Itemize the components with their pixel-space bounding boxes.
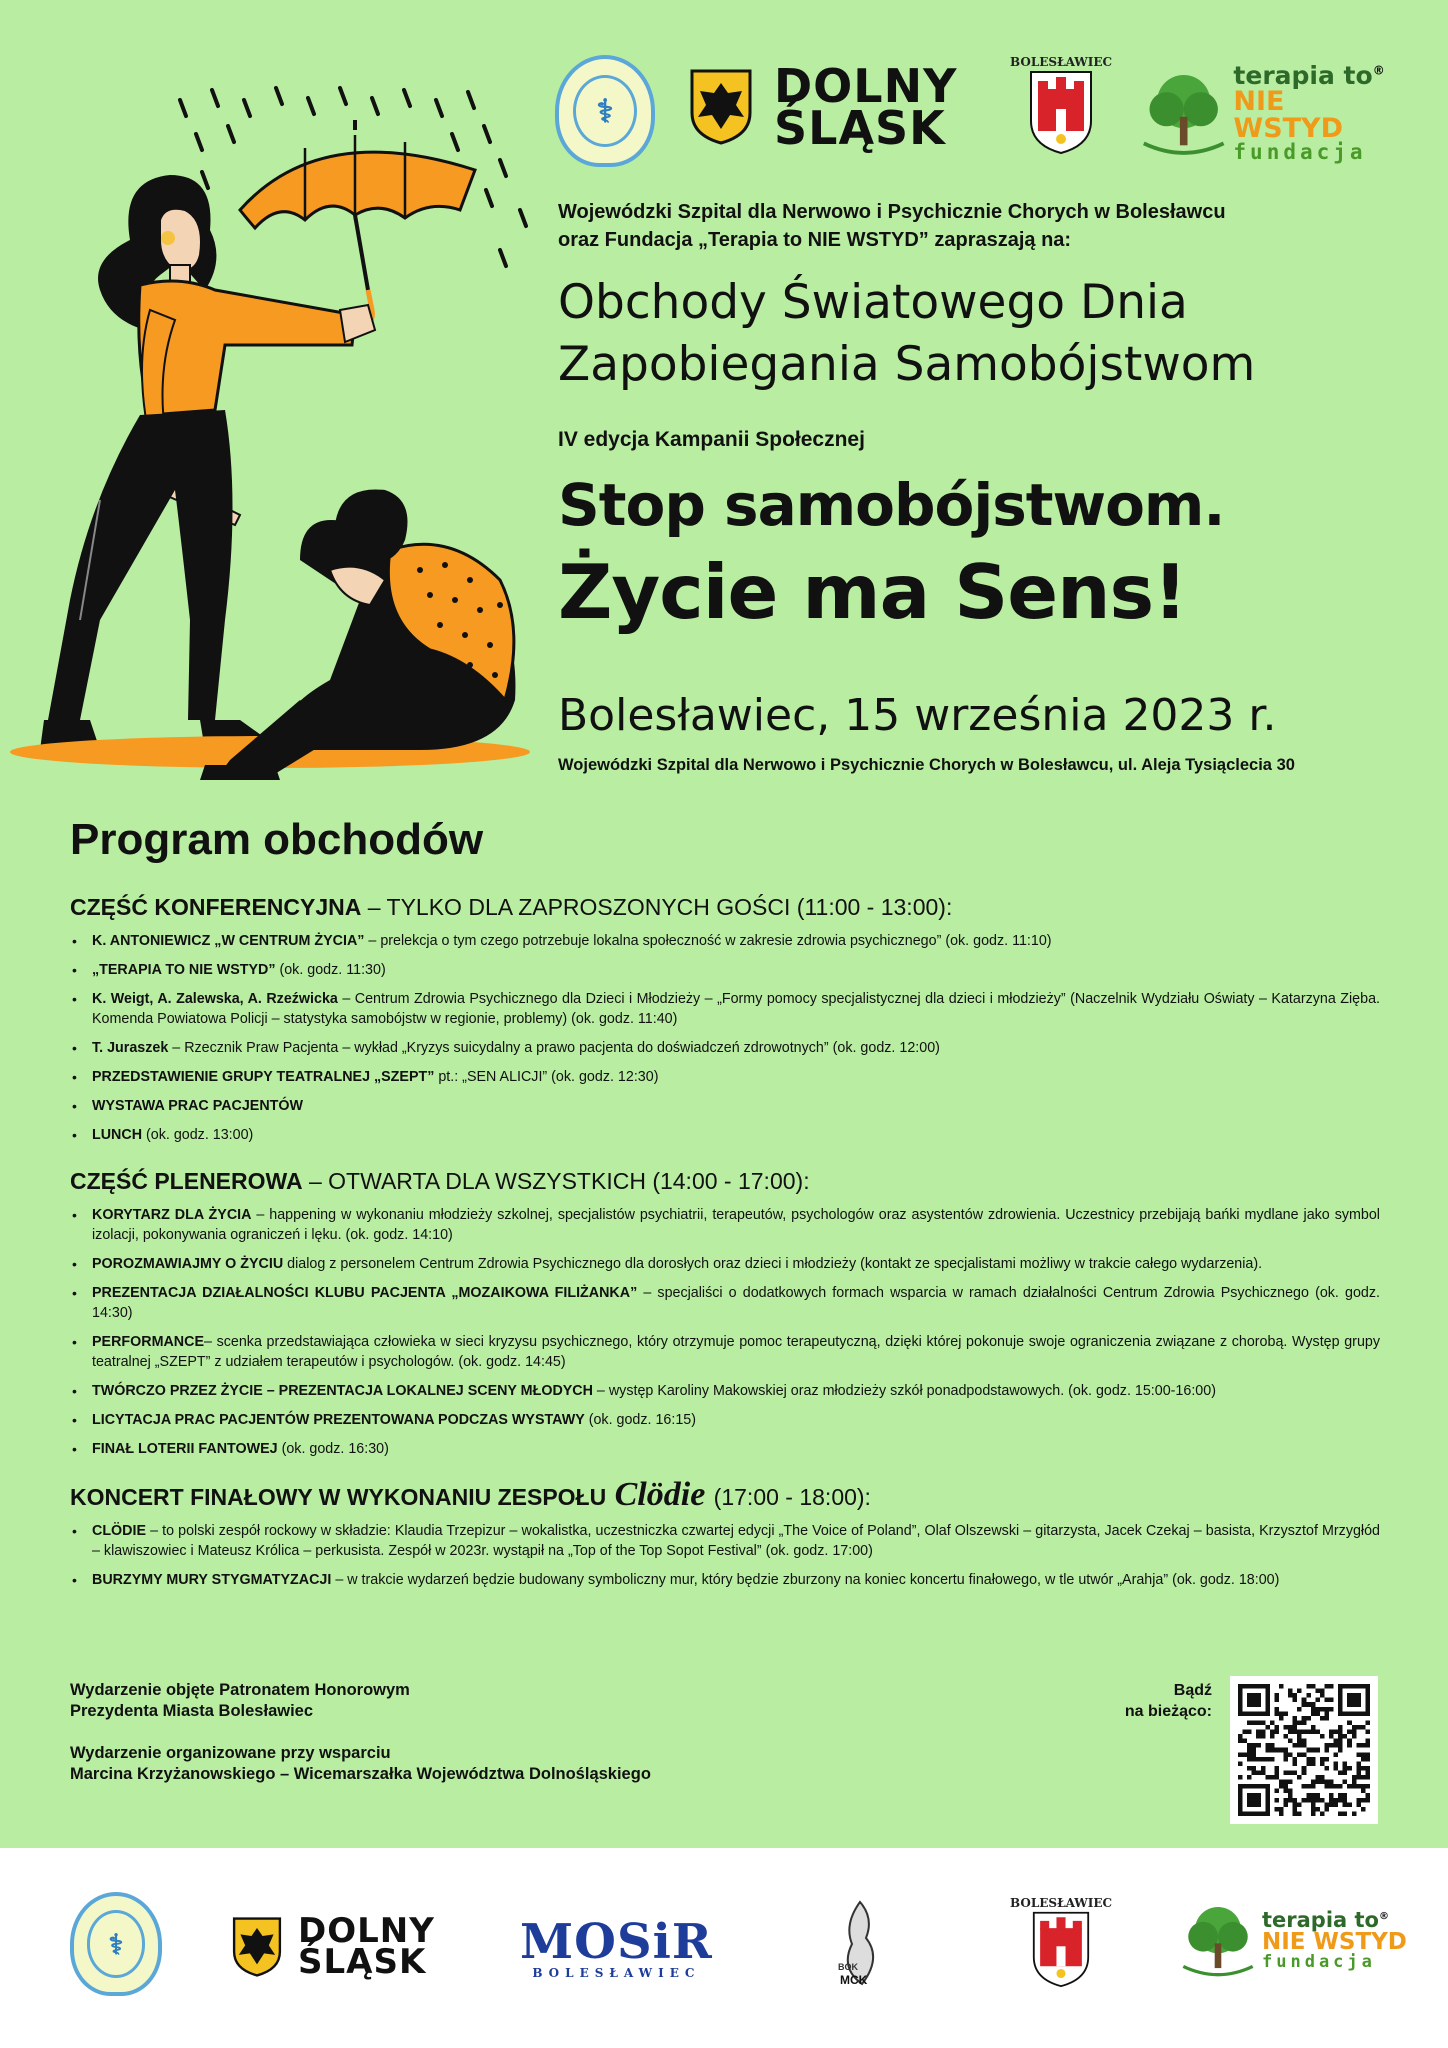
item-text: – prelekcja o tym czego potrzebuje lokalna społeczność w zakresie zdrowia psychicznego” (ok. godz. 11:10)	[364, 933, 1052, 949]
footer-terapia-text: terapia to	[1262, 1907, 1379, 1932]
mosir-subtitle: BOLESŁAWIEC	[532, 1966, 701, 1980]
item-heading: PERFORMANCE	[92, 1334, 204, 1350]
organizers-text	[558, 198, 1388, 254]
support-line-2: Marcina Krzyżanowskiego – Wicemarszałka Województwa Dolnośląskiego	[70, 1765, 651, 1783]
terapia-fundacja-logo	[1140, 63, 1395, 163]
footer-boleslawiec-caption: BOLESŁAWIEC	[1010, 1896, 1113, 1910]
list-item	[70, 1096, 1380, 1116]
concert-items	[70, 1521, 1380, 1590]
item-heading: LUNCH	[92, 1127, 143, 1143]
list-item	[70, 989, 1380, 1029]
organizers-line-1: Wojewódzki Szpital dla Nerwowo i Psychicznie Chorych w Bolesławcu	[558, 201, 1226, 223]
conference-section-heading	[70, 893, 1380, 921]
item-text: – Centrum Zdrowia Psychicznego dla Dzieci i Młodzieży – „Formy pomocy specjalistycznej dla dzieci i młodzieży” (Naczelnik Wydziału Oświaty – Katarzyna Zięba. Komenda Powiatowa Policji – statystyka samobójstw w regionie, problemy) (ok. godz. 11:40)	[92, 991, 1380, 1027]
caduceus-icon: ⚕	[573, 75, 637, 148]
slask-text: ŚLĄSK	[774, 101, 946, 156]
list-item	[70, 931, 1380, 951]
item-text: – happening w wykonaniu młodzieży szkolnej, specjalistów psychiatrii, terapeutów, psychologów oraz asystentów zdrowienia. Uczestnicy przebijają bańki mydlane jako symbol izolacji, pokonywania ograniczeń i lęku. (ok. godz. 14:10)	[92, 1207, 1380, 1243]
conference-heading-rest: – TYLKO DLA ZAPROSZONYCH GOŚCI (11:00 - 13:00):	[361, 894, 953, 920]
item-heading: K. ANTONIEWICZ „W CENTRUM ŻYCIA”	[92, 933, 365, 949]
item-text: pt.: „SEN ALICJI” (ok. godz. 12:30)	[434, 1069, 659, 1085]
dolny-slask-logo	[690, 59, 958, 156]
list-item	[70, 1067, 1380, 1087]
item-text: – Rzecznik Praw Pacjenta – wykład „Kryzys suicydalny a prawo pacjenta do doświadczeń zdrowotnych” (ok. godz. 12:00)	[168, 1040, 940, 1056]
organizers-line-2: oraz Fundacja „Terapia to NIE WSTYD” zapraszają na:	[558, 229, 1072, 251]
footer-dolny-slask-logo	[232, 1911, 435, 1983]
boleslawiec-caption: BOLESŁAWIEC	[1010, 55, 1113, 69]
conference-heading-bold: CZĘŚĆ KONFERENCYJNA	[70, 894, 362, 920]
list-item	[70, 960, 1380, 980]
slogan-line-1: Stop samobójstwom.	[558, 471, 1225, 539]
conference-items	[70, 931, 1380, 1145]
list-item	[70, 1205, 1380, 1245]
qr-code[interactable]	[1230, 1676, 1378, 1824]
item-heading: PREZENTACJA DZIAŁALNOŚCI KLUBU PACJENTA „MOZAIKOWA FILIŻANKA”	[92, 1285, 638, 1301]
list-item	[70, 1381, 1380, 1401]
venue-address: Wojewódzki Szpital dla Nerwowo i Psychicznie Chorych w Bolesławcu, ul. Aleja Tysiąclecia 30	[558, 756, 1295, 774]
hospital-seal-logo	[555, 55, 655, 167]
item-text: (ok. godz. 11:30)	[275, 962, 386, 978]
item-text: (ok. godz. 13:00)	[142, 1127, 254, 1143]
item-heading: BURZYMY MURY STYGMATYZACJI	[92, 1572, 332, 1588]
list-item	[70, 1410, 1380, 1430]
slogan-line-2: Życie ma Sens!	[558, 548, 1187, 636]
castle-crest-icon	[1028, 69, 1094, 155]
band-name: Clödie	[614, 1476, 706, 1513]
footer-caduceus-icon: ⚕	[87, 1910, 146, 1977]
outdoor-heading-rest: – OTWARTA DLA WSZYSTKICH (14:00 - 17:00):	[302, 1168, 810, 1194]
qr-code-icon	[1238, 1684, 1370, 1816]
item-heading: K. Weigt, A. Zalewska, A. Rzeźwicka	[92, 991, 338, 1007]
list-item	[70, 1332, 1380, 1372]
outdoor-section-heading	[70, 1167, 1380, 1195]
item-text: – to polski zespół rockowy w składzie: Klaudia Trzepizur – wokalistka, uczestniczka czwartej edycji „The Voice of Poland”, Olaf Olszewski – gitarzysta, Jacek Czekaj – basista, Krzysztof Mrzygłód – klawiszowiec i Mateusz Królica – perkusista. Zespół w 2023r. wystąpił na „Top of the Top Sopot Festival” (ok. godz. 17:00)	[92, 1523, 1380, 1559]
eagle-crest-icon	[690, 69, 752, 145]
support-line-1: Wydarzenie organizowane przy wsparciu	[70, 1744, 391, 1762]
vase-icon	[830, 1898, 890, 1988]
item-heading: PRZEDSTAWIENIE GRUPY TEATRALNEJ „SZEPT”	[92, 1069, 435, 1085]
program-title: Program obchodów	[70, 815, 484, 864]
list-item	[70, 1521, 1380, 1561]
honorary-patronage	[70, 1680, 410, 1722]
item-heading: KORYTARZ DLA ŻYCIA	[92, 1207, 252, 1223]
boleslawiec-crest-logo	[1010, 55, 1112, 155]
stay-updated	[1050, 1680, 1212, 1722]
tree-icon	[1140, 65, 1227, 161]
event-title	[558, 272, 1418, 396]
item-heading: „TERAPIA TO NIE WSTYD”	[92, 962, 276, 978]
footer-dolny-text: DOLNY	[298, 1911, 435, 1951]
item-text: (ok. godz. 16:30)	[277, 1441, 389, 1457]
nie-wstyd-text: NIE WSTYD	[1233, 86, 1344, 144]
terapia-text: terapia to	[1233, 61, 1373, 90]
list-item	[70, 1254, 1380, 1274]
concert-heading-bold: KONCERT FINAŁOWY W WYKONANIU ZESPOŁU	[70, 1484, 607, 1510]
list-item	[70, 1125, 1380, 1145]
item-text: – specjaliści o dodatkowych formach wsparcia w ramach działalności Centrum Zdrowia Psychicznego (ok. godz. 14:30)	[92, 1285, 1380, 1321]
footer-tree-icon	[1180, 1900, 1256, 1980]
patron-line-2: Prezydenta Miasta Bolesławiec	[70, 1702, 314, 1720]
mosir-text: MOSiR	[520, 1914, 713, 1970]
dolny-text: DOLNY	[774, 59, 958, 113]
campaign-slogan	[558, 466, 1438, 640]
footer-registered-mark: ®	[1379, 1910, 1389, 1922]
bok-text: BOK	[838, 1962, 858, 1972]
item-text: (ok. godz. 16:15)	[584, 1412, 696, 1428]
mck-text: MCK	[840, 1973, 868, 1987]
event-support	[70, 1743, 651, 1785]
umbrella-illustration	[0, 60, 560, 780]
item-heading: FINAŁ LOTERII FANTOWEJ	[92, 1441, 278, 1457]
bok-mck-logo	[830, 1898, 900, 1993]
list-item	[70, 1570, 1380, 1590]
footer-fundacja-text: fundacja	[1262, 1951, 1376, 1972]
registered-mark: ®	[1372, 63, 1385, 78]
stay-updated-line-1: Bądź	[1173, 1682, 1212, 1699]
list-item	[70, 1283, 1380, 1323]
item-heading: POROZMAWIAJMY O ŻYCIU	[92, 1256, 284, 1272]
fundacja-text: fundacja	[1233, 140, 1367, 164]
program-list	[70, 893, 1380, 1612]
list-item	[70, 1038, 1380, 1058]
concert-section-heading	[70, 1476, 1380, 1513]
mosir-logo	[520, 1914, 713, 1980]
footer-castle-crest-icon	[1031, 1910, 1091, 1988]
outdoor-items	[70, 1205, 1380, 1459]
footer-boleslawiec-crest-logo	[1010, 1896, 1112, 1988]
item-heading: T. Juraszek	[92, 1040, 169, 1056]
item-text: – w trakcie wydarzeń będzie budowany symboliczny mur, który będzie zburzony na koniec koncertu finałowego, w tle utwór „Arahja” (ok. godz. 18:00)	[331, 1572, 1280, 1588]
item-text: – występ Karoliny Makowskiej oraz młodzieży szkół ponadpodstawowych. (ok. godz. 15:00-16:00)	[592, 1383, 1216, 1399]
item-text: – scenka przedstawiająca człowieka w sieci kryzysu psychicznego, który otrzymuje pomoc terapeutyczną, dzięki której pokonuje swoje ograniczenia związane z chorobą. Występ grupy teatralnej „SZEPT” z udziałem terapeutów i psychologów. (ok. godz. 14:45)	[92, 1334, 1380, 1370]
footer-hospital-seal-logo	[70, 1892, 162, 1996]
outdoor-heading-bold: CZĘŚĆ PLENEROWA	[70, 1168, 303, 1194]
stay-updated-line-2: na bieżąco:	[1124, 1703, 1212, 1720]
footer-logos	[0, 1848, 1448, 2048]
campaign-edition: IV edycja Kampanii Społecznej	[558, 428, 865, 451]
footer-nie-wstyd-text: NIE WSTYD	[1262, 1928, 1407, 1955]
concert-heading-rest: (17:00 - 18:00):	[707, 1484, 871, 1510]
item-heading: LICYTACJA PRAC PACJENTÓW PREZENTOWANA PODCZAS WYSTAWY	[92, 1412, 585, 1428]
event-title-line-2: Zapobiegania Samobójstwom	[558, 337, 1256, 392]
item-heading: TWÓRCZO PRZEZ ŻYCIE – PREZENTACJA LOKALNEJ SCENY MŁODYCH	[92, 1383, 593, 1399]
partner-logos-top	[555, 55, 1395, 175]
footer-eagle-crest-icon	[232, 1917, 282, 1977]
list-item	[70, 1439, 1380, 1459]
place-and-date: Bolesławiec, 15 września 2023 r.	[558, 690, 1277, 741]
patron-line-1: Wydarzenie objęte Patronatem Honorowym	[70, 1681, 410, 1699]
footer-slask-text: ŚLĄSK	[298, 1942, 427, 1983]
item-text: dialog z personelem Centrum Zdrowia Psychicznego dla dorosłych oraz dzieci i młodzieży (kontakt ze specjalistami możliwy w trakcie całego wydarzenia).	[283, 1256, 1263, 1272]
item-heading: WYSTAWA PRAC PACJENTÓW	[92, 1098, 304, 1114]
item-heading: CLÖDIE	[92, 1523, 147, 1539]
event-title-line-1: Obchody Światowego Dnia	[558, 275, 1188, 330]
footer-terapia-fundacja-logo	[1180, 1900, 1407, 1980]
